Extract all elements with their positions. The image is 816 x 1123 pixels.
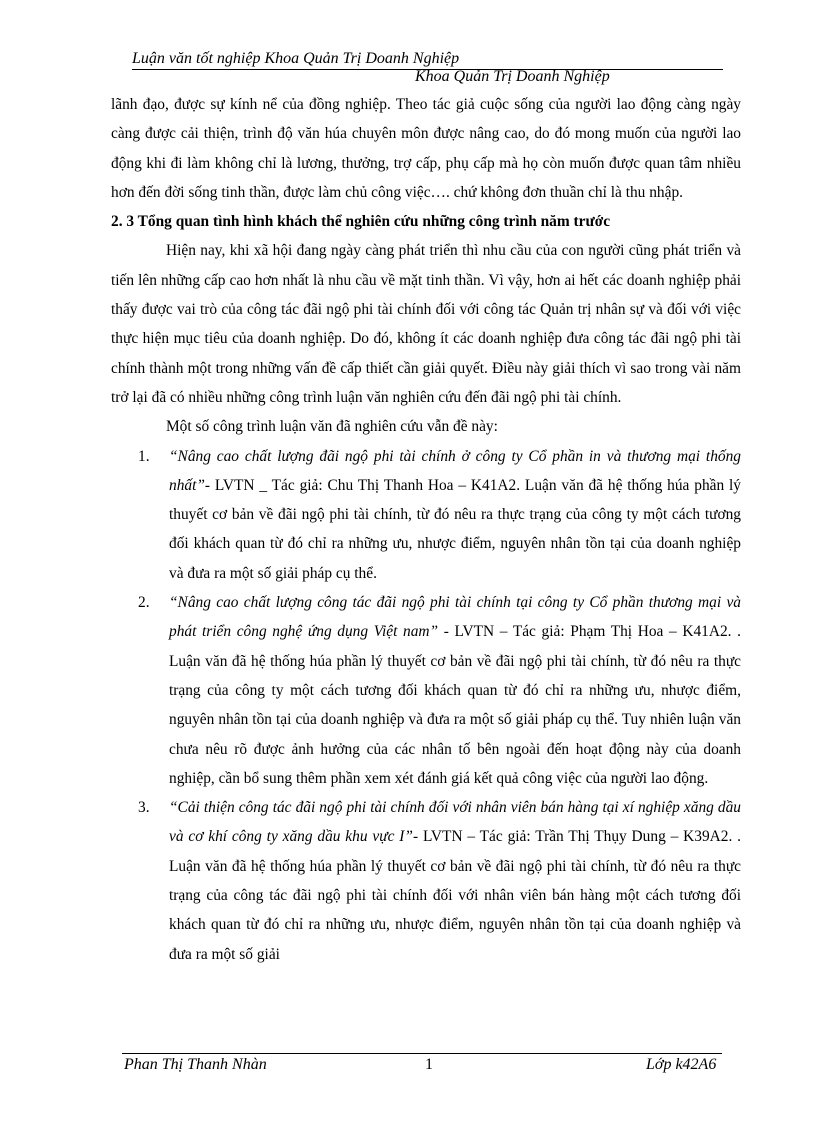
list-item bbox=[111, 793, 741, 969]
section-heading: 2. 3 Tổng quan tình hình khách thể nghiên cứu những công trình năm trước bbox=[111, 213, 611, 231]
body-paragraph: Hiện nay, khi xã hội đang ngày càng phát triển thì nhu cầu của con người cũng phát triển và tiến lên những cấp cao hơn nhất là nhu cầu về mặt tinh thần. Vì vậy, hơn ai hết các doanh nghiệp phải thấy được vai trò của công tác đãi ngộ phi tài chính đối với công tác Quản trị nhân sự và đối với việc thực hiện mục tiêu của doanh nghiệp. Do đó, không ít các doanh nghiệp đưa công tác đãi ngộ phi tài chính thành một trong những vấn đề cấp thiết cần giải quyết. Điều này giải thích vì sao trong vài năm trở lại đã có nhiều những công trình luận văn nghiên cứu đến đãi ngộ phi tài chính. bbox=[111, 242, 741, 406]
list-item bbox=[111, 442, 741, 588]
footer-rule bbox=[122, 1053, 722, 1054]
list-item-title: “Nâng cao chất lượng đãi ngộ phi tài chính ở công ty Cổ phần in và thương mại thống nhất” bbox=[169, 447, 741, 494]
list-item-text: - LVTN – Tác giả: Trần Thị Thụy Dung – K39A2. . Luận văn đã hệ thống húa phần lý thuyết cơ bản về đãi ngộ phi tài chính, từ đó nêu ra thực trạng của công tác đãi ngộ phi tài chính đối với nhân viên bán hàng một cách tương đối khách quan từ đó chỉ ra những ưu, nhược điểm, nguyên nhân tồn tại của doanh nghiệp và đưa ra một số giải bbox=[169, 828, 741, 963]
footer-class: Lớp k42A6 bbox=[646, 1056, 717, 1073]
header-title-right: Khoa Quản Trị Doanh Nghiệp bbox=[415, 68, 610, 85]
page-body bbox=[111, 90, 741, 969]
list-number: 3. bbox=[138, 799, 150, 817]
thesis-list bbox=[111, 442, 741, 969]
intro-paragraph: lãnh đạo, được sự kính nể của đồng nghiệp. Theo tác giả cuộc sống của người lao động càng ngày càng được cải thiện, trình độ văn húa chuyên môn được nâng cao, do đó mong muốn của người lao động khi đi làm không chỉ là lương, thưởng, trợ cấp, phụ cấp mà họ còn muốn được quan tâm nhiều hơn đến đời sống tinh thần, được làm chủ công việc…. chứ không đơn thuần chỉ là thu nhập. bbox=[111, 96, 741, 201]
body-paragraph: Một số công trình luận văn đã nghiên cứu vẫn đề này: bbox=[166, 418, 498, 436]
list-item-title: “Cải thiện công tác đãi ngộ phi tài chính đối với nhân viên bán hàng tại xí nghiệp xăng dầu và cơ khí công ty xăng dầu khu vực I” bbox=[169, 799, 741, 846]
list-number: 1. bbox=[138, 447, 150, 465]
list-item bbox=[111, 588, 741, 793]
list-item-title: “Nâng cao chất lượng công tác đãi ngộ phi tài chính tại công ty Cổ phần thương mại và phát triển công nghệ ứng dụng Việt nam” bbox=[169, 594, 741, 641]
header-title-left: Luận văn tốt nghiệp Khoa Quản Trị Doanh Nghiệp bbox=[132, 50, 460, 67]
footer-author: Phan Thị Thanh Nhàn bbox=[124, 1056, 267, 1073]
list-item-text: - LVTN – Tác giả: Phạm Thị Hoa – K41A2. . Luận văn đã hệ thống húa phần lý thuyết cơ bản về đãi ngộ phi tài chính, từ đó nêu ra thực trạng của công ty một cách tương đối khách quan từ đó chỉ ra những ưu, nhược điểm, nguyên nhân tồn tại của doanh nghiệp và đưa ra một số giải pháp cụ thể. Tuy nhiên luận văn chưa nêu rõ được ảnh hưởng của các nhân tố bên ngoài đến hoạt động này của doanh nghiệp, cần bổ sung thêm phần xem xét đánh giá kết quả công việc của người lao động. bbox=[169, 623, 741, 787]
list-item-text: - LVTN _ Tác giả: Chu Thị Thanh Hoa – K41A2. Luận văn đã hệ thống húa phần lý thuyết cơ bản về đãi ngộ phi tài chính, từ đó nêu ra thực trạng của công ty một cách tương đối khách quan từ đó chỉ ra những ưu, nhược điểm, nguyên nhân tồn tại của doanh nghiệp và đưa ra một số giải pháp cụ thể. bbox=[169, 476, 741, 582]
list-number: 2. bbox=[138, 594, 150, 612]
page-number: 1 bbox=[425, 1056, 433, 1073]
